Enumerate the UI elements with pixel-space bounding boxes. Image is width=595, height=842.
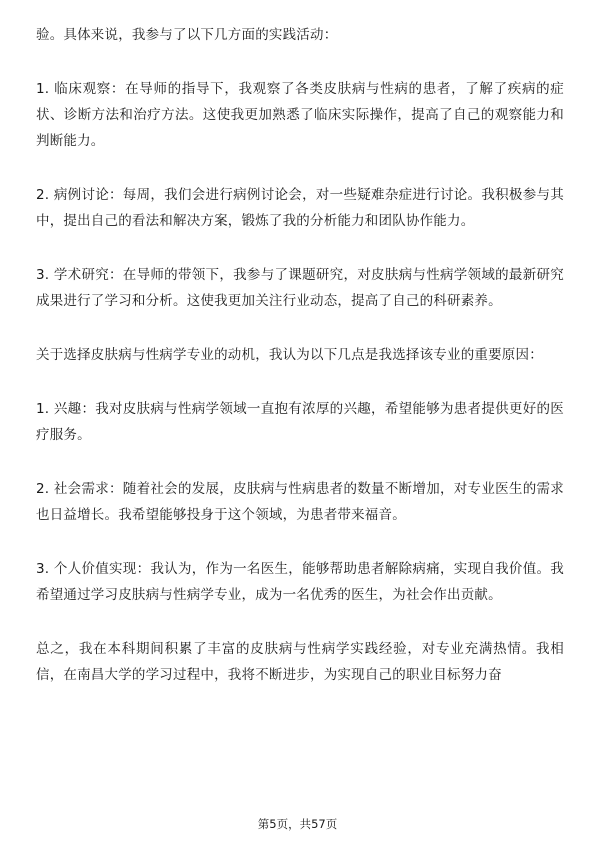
paragraph-gap — [36, 368, 564, 396]
page-number-footer: 第5页，共57页 — [257, 817, 338, 831]
paragraph-gap — [36, 48, 564, 76]
paragraph-gap — [36, 234, 564, 262]
paragraph-social-demand: 2. 社会需求：随着社会的发展，皮肤病与性病患者的数量不断增加，对专业医生的需求也日益增长。我希望能够投身于这个领域，为患者带来福音。 — [36, 481, 564, 523]
paragraph-gap — [36, 314, 564, 342]
paragraph-conclusion: 总之，我在本科期间积累了丰富的皮肤病与性病学实践经验，对专业充满热情。我相信，在南昌大学的学习过程中，我将不断进步，为实现自己的职业目标努力奋 — [36, 641, 564, 683]
paragraph-motivation-intro: 关于选择皮肤病与性病学专业的动机，我认为以下几点是我选择该专业的重要原因： — [36, 347, 543, 363]
paragraph-academic-research: 3. 学术研究：在导师的带领下，我参与了课题研究，对皮肤病与性病学领域的最新研究成果进行了学习和分析。这使我更加关注行业动态，提高了自己的科研素养。 — [36, 267, 564, 309]
paragraph-clinical-observation: 1. 临床观察：在导师的指导下，我观察了各类皮肤病与性病的患者，了解了疾病的症状、诊断方法和治疗方法。这使我更加熟悉了临床实际操作，提高了自己的观察能力和判断能力。 — [36, 81, 564, 149]
paragraph-gap — [36, 608, 564, 636]
paragraph-intro-continuation: 验。具体来说，我参与了以下几方面的实践活动： — [36, 27, 338, 43]
paragraph-interest: 1. 兴趣：我对皮肤病与性病学领域一直抱有浓厚的兴趣，希望能够为患者提供更好的医疗服务。 — [36, 401, 564, 443]
document-body — [36, 22, 564, 688]
paragraph-gap — [36, 154, 564, 182]
paragraph-personal-value: 3. 个人价值实现：我认为，作为一名医生，能够帮助患者解除病痛，实现自我价值。我希望通过学习皮肤病与性病学专业，成为一名优秀的医生，为社会作出贡献。 — [36, 561, 564, 603]
paragraph-gap — [36, 448, 564, 476]
paragraph-case-discussion: 2. 病例讨论：每周，我们会进行病例讨论会，对一些疑难杂症进行讨论。我积极参与其中，提出自己的看法和解决方案，锻炼了我的分析能力和团队协作能力。 — [36, 187, 564, 229]
paragraph-gap — [36, 528, 564, 556]
